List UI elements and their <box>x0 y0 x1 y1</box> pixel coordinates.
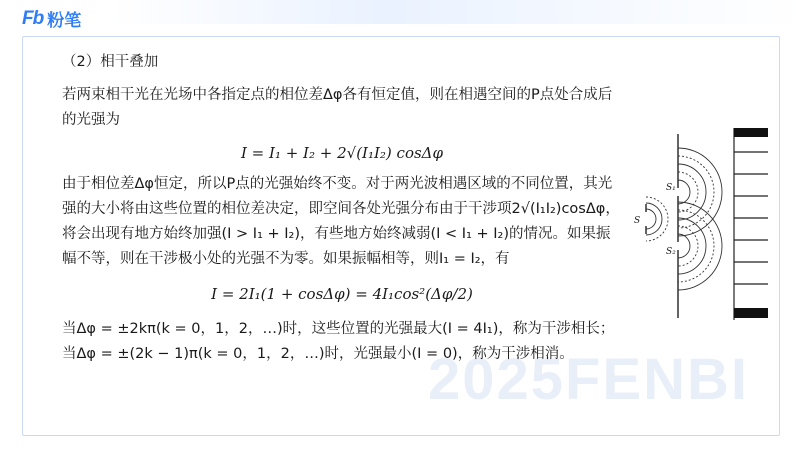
paragraph-3: 当Δφ = ±2kπ(k = 0，1，2，…)时，这些位置的光强最大(I = 4I₁)，称为干涉相长；当Δφ = ±(2k − 1)π(k = 0，1，2，…)时，光强最小(I = 0)，称为干涉相消。 <box>62 321 615 362</box>
brand-logo <box>22 6 81 31</box>
brand-name: 粉笔 <box>47 11 82 31</box>
paragraph-1: 若两束相干光在光场中各指定点的相位差Δφ各有恒定值，则在相遇空间的P点处合成后的光强为 <box>62 87 613 128</box>
header-bar <box>110 0 800 24</box>
label-slit-1: S₁ <box>666 183 676 193</box>
fringe-bright-bottom <box>734 308 768 318</box>
fringe-bright-top <box>734 128 768 137</box>
equation-1: I = I₁ + I₂ + 2√(I₁I₂) cosΔφ <box>240 144 444 162</box>
section-heading: （2）相干叠加 <box>62 54 159 70</box>
watermark: 2025FENBI <box>427 347 749 412</box>
brand-mark: Fb <box>22 7 44 29</box>
label-source: S <box>634 216 641 226</box>
slide-content <box>62 50 622 367</box>
label-slit-2: S₂ <box>666 247 676 257</box>
fringe-lines <box>734 152 768 284</box>
double-slit-diagram <box>628 122 778 322</box>
paragraph-2: 由于相位差Δφ恒定，所以P点的光强始终不变。对于两光波相遇区域的不同位置，其光强的大小将由这些位置的相位差决定，即空间各处光强分布由于干涉项2√(I₁I₂)cosΔφ，将会出现有地方始终加强(I > I₁ + I₂)，有些地方始终减弱(I < I₁ + I₂)的情况。如果振幅不等，则在干涉极小处的光强不为零。如果振幅相等，则I₁ = I₂，有 <box>62 176 620 267</box>
wavefronts-source <box>646 197 668 241</box>
equation-2: I = 2I₁(1 + cosΔφ) = 4I₁cos²(Δφ/2) <box>211 285 473 303</box>
